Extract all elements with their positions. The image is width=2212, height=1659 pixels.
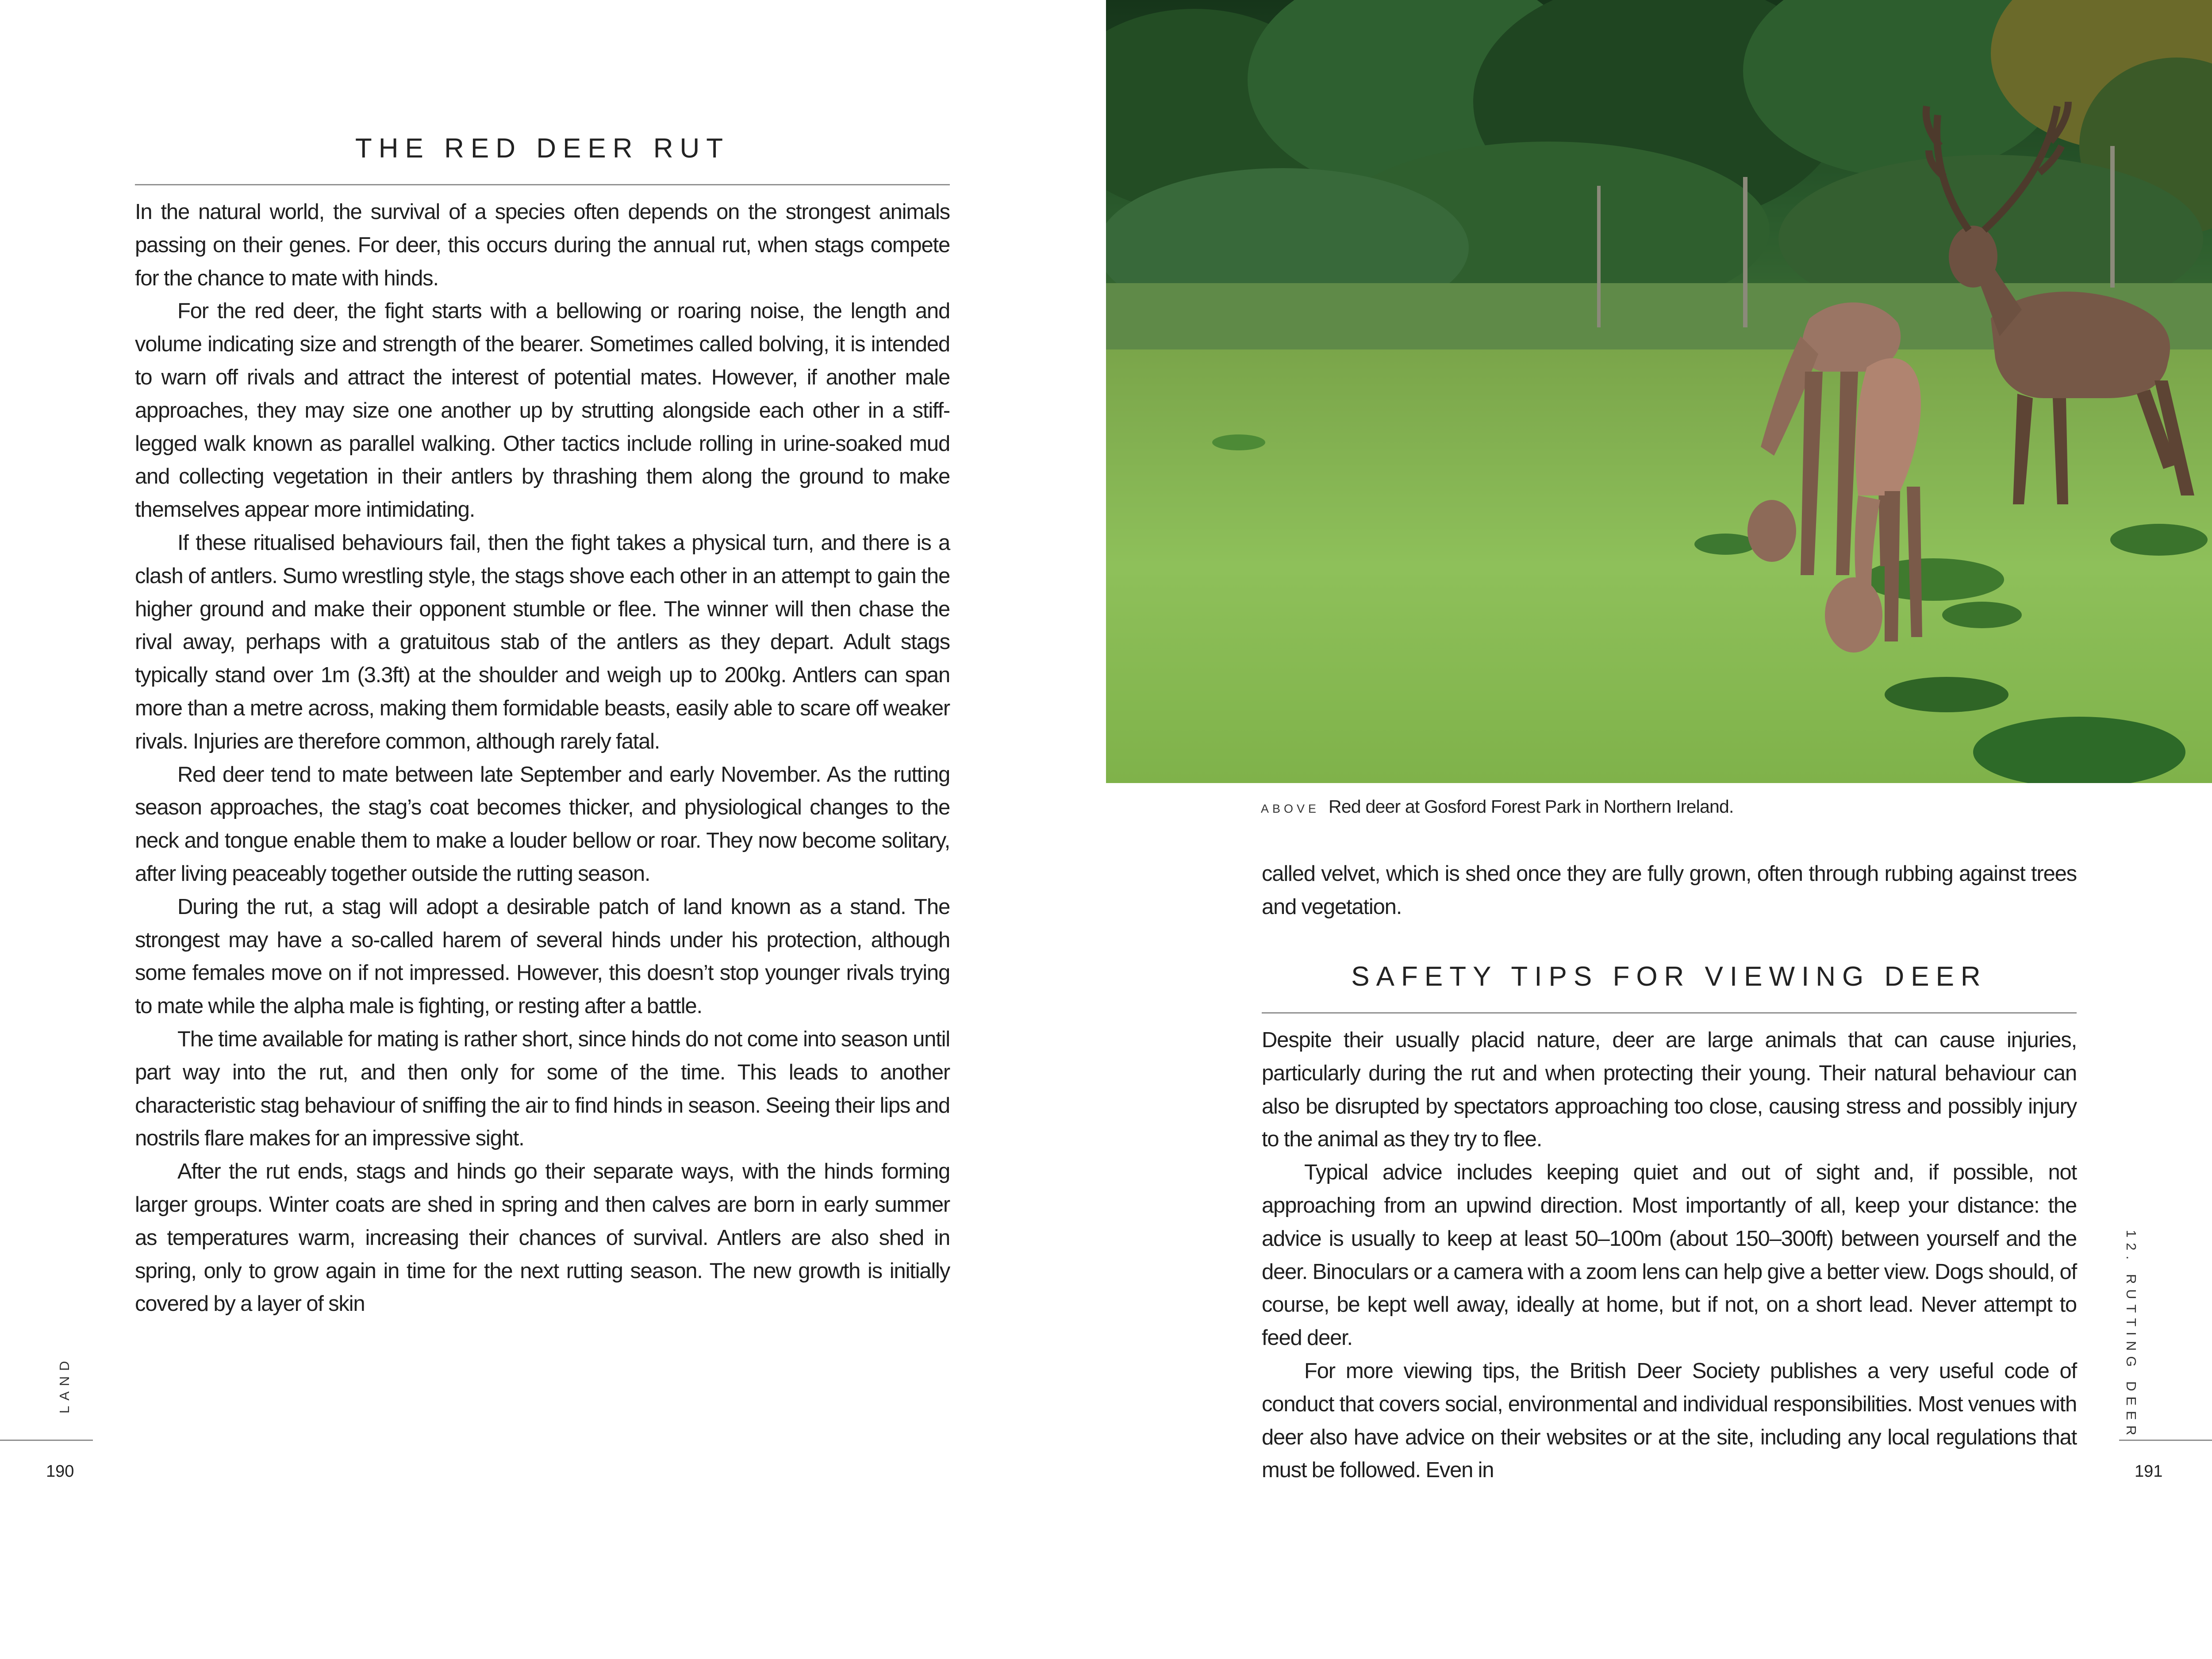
side-section-label: LAND [57, 1356, 72, 1413]
side-chapter-label: 12. RUTTING DEER [2124, 1230, 2139, 1441]
paragraph: In the natural world, the survival of a species often depends on the strongest animals passing on their genes. For deer, this occurs during the annual rut, when stags compete for the chance to mate with hinds. [135, 200, 950, 290]
paragraph: If these ritualised behaviours fail, then the fight takes a physical turn, and there is a clash of antlers. Sumo wrestling style, the stags shove each other in an attempt to gain the higher ground and make their opponent stumble or flee. The winner will then chase the rival away, perhaps with a gratuitous stab of the antlers as they depart. Adult stags typically stand over 1m (3.3ft) at the shoulder and weigh up to 200kg. Antlers can span more than a metre across, making them formidable beasts, easily able to scare off weaker rivals. Injuries are therefore common, although rarely fatal. [135, 530, 950, 753]
paragraph: For more viewing tips, the British Deer Society publishes a very useful code of conduct that covers social, environmental and individual responsibilities. Most venues with deer also have advice on their websites or at the site, including any local regulations that must be followed. Even in [1262, 1359, 2077, 1482]
paragraph: After the rut ends, stags and hinds go their separate ways, with the hinds forming larger groups. Winter coats are shed in spring and then calves are born in early summer as temperatures warm, increasing their chances of survival. Antlers are also shed in spring, only to grow again in time for the next rutting season. The new growth is initially covered by a layer of skin [135, 1160, 950, 1316]
heading-rule [135, 184, 950, 185]
page-number: 190 [46, 1462, 74, 1481]
section-heading-safety-tips: SAFETY TIPS FOR VIEWING DEER [1351, 961, 1987, 992]
paragraph: called velvet, which is shed once they are fully grown, often through rubbing against trees and vegetation. [1262, 862, 2077, 919]
folio-rule [0, 1440, 93, 1441]
continued-text [1262, 857, 2077, 924]
red-deer-photo-graphic [1106, 0, 2212, 783]
right-page [1106, 0, 2212, 1659]
heading-rule [1262, 1012, 2077, 1014]
paragraph: The time available for mating is rather short, since hinds do not come into season until part way into the rut, and then only for some of the time. This leads to another characteristic stag behaviour of sniffing the air to find hinds in season. Seeing their lips and nostrils flare makes for an impressive sight. [135, 1027, 950, 1151]
page-number: 191 [2135, 1462, 2163, 1481]
left-body-text [135, 196, 950, 1321]
paragraph: For the red deer, the fight starts with a bellowing or roaring noise, the length and volume indicating size and strength of the bearer. Sometimes called bolving, it is intended to warn off rivals and attract the interest of potential mates. However, if another male approaches, they may size one another up by strutting alongside each other in a stiff-legged walk known as parallel walking. Other tactics include rolling in urine-soaked mud and collecting vegetation in their antlers by thrashing them along the ground to make themselves appear more intimidating. [135, 299, 950, 522]
section-heading-red-deer-rut: THE RED DEER RUT [355, 133, 730, 164]
red-deer-photo [1106, 0, 2212, 783]
paragraph: Typical advice includes keeping quiet and out of sight and, if possible, not approaching from an upwind direction. Most importantly of all, keep your distance: the advice is usually to keep at least 50–100m (about 150–300ft) between yourself and the deer. Binoculars or a camera with a zoom lens can help give a better view. Dogs should, of course, be kept well away, ideally at home, but if not, on a short lead. Never attempt to feed deer. [1262, 1160, 2077, 1350]
right-body-text [1262, 1024, 2077, 1487]
caption-label: ABOVE [1261, 802, 1320, 815]
paragraph: Red deer tend to mate between late September and early November. As the rutting season approaches, the stag’s coat becomes thicker, and physiological changes to the neck and tongue enable them to make a louder bellow or roar. They now become solitary, after living peaceably together outside the rutting season. [135, 762, 950, 886]
caption-text: Red deer at Gosford Forest Park in Northern Ireland. [1329, 796, 1734, 817]
folio-rule [2119, 1440, 2212, 1441]
paragraph: Despite their usually placid nature, deer are large animals that can cause injuries, particularly during the rut and when protecting their young. Their natural behaviour can also be disrupted by spectators approaching too close, causing stress and possibly injury to the animal as they try to flee. [1262, 1028, 2077, 1152]
photo-caption [1261, 796, 2146, 817]
paragraph: During the rut, a stag will adopt a desirable patch of land known as a stand. The strongest may have a so-called harem of several hinds under his protection, although some females move on if not impressed. However, this doesn’t stop younger rivals trying to mate while the alpha male is fighting, or resting after a battle. [135, 895, 950, 1018]
